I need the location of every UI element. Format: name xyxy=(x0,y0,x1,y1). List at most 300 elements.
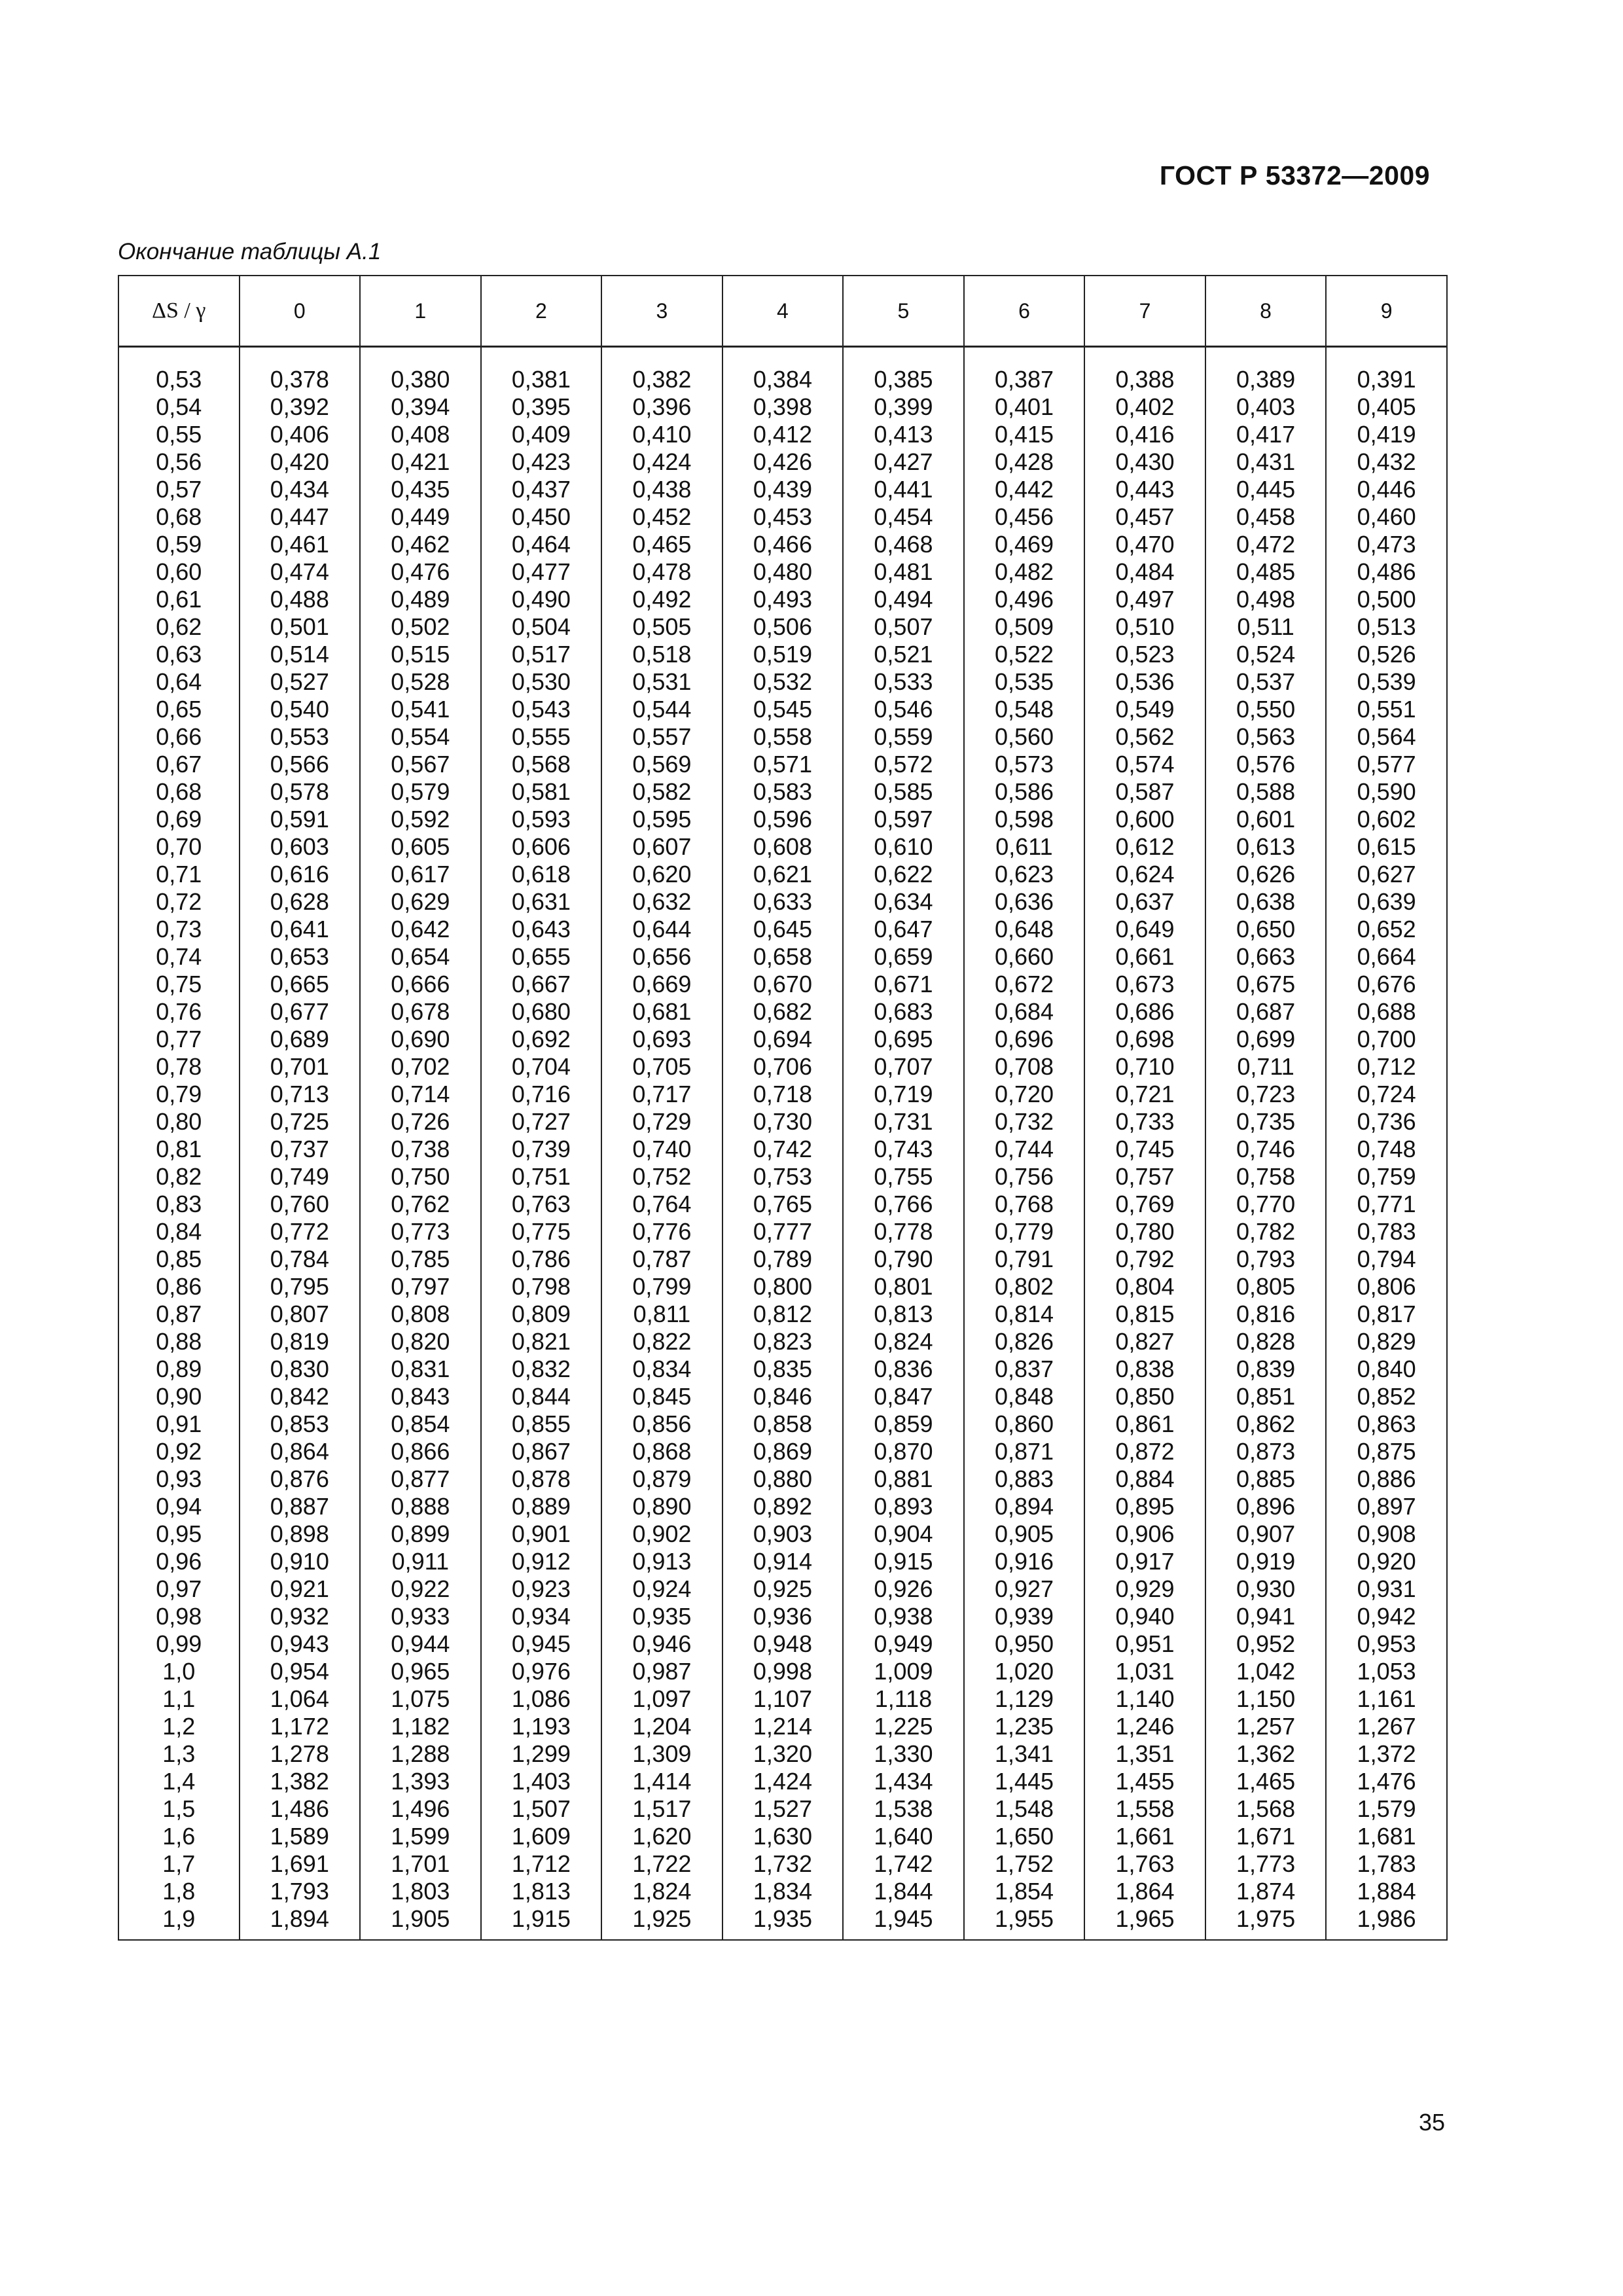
value-cell: 0,723 xyxy=(1205,1081,1327,1108)
value-cell: 0,758 xyxy=(1205,1163,1327,1191)
row-key-cell: 0,60 xyxy=(118,558,240,586)
value-cell: 0,420 xyxy=(240,448,361,476)
value-cell: 0,770 xyxy=(1205,1191,1327,1218)
value-cell: 0,743 xyxy=(843,1136,964,1163)
value-cell: 0,637 xyxy=(1084,888,1205,916)
value-cell: 0,633 xyxy=(722,888,844,916)
value-cell: 0,932 xyxy=(240,1603,361,1630)
value-cell: 0,578 xyxy=(240,778,361,806)
value-cell: 0,563 xyxy=(1205,723,1327,751)
row-key-cell: 1,9 xyxy=(118,1905,240,1940)
value-cell: 0,930 xyxy=(1205,1575,1327,1603)
row-key-cell: 0,99 xyxy=(118,1630,240,1658)
row-key-cell: 1,0 xyxy=(118,1658,240,1685)
value-cell: 1,824 xyxy=(601,1878,722,1905)
value-cell: 1,424 xyxy=(722,1768,844,1795)
value-cell: 0,415 xyxy=(964,421,1085,448)
table-row xyxy=(118,1191,1447,1218)
value-cell: 0,805 xyxy=(1205,1273,1327,1300)
value-cell: 0,581 xyxy=(481,778,602,806)
value-cell: 0,965 xyxy=(360,1658,481,1685)
value-cell: 0,501 xyxy=(240,613,361,641)
value-cell: 0,494 xyxy=(843,586,964,613)
value-cell: 0,843 xyxy=(360,1383,481,1410)
value-cell: 0,921 xyxy=(240,1575,361,1603)
value-cell: 0,751 xyxy=(481,1163,602,1191)
value-cell: 0,736 xyxy=(1326,1108,1447,1136)
value-cell: 0,535 xyxy=(964,668,1085,696)
value-cell: 0,898 xyxy=(240,1520,361,1548)
value-cell: 0,948 xyxy=(722,1630,844,1658)
value-cell: 0,901 xyxy=(481,1520,602,1548)
row-key-cell: 1,6 xyxy=(118,1823,240,1850)
value-cell: 0,875 xyxy=(1326,1438,1447,1465)
value-cell: 0,470 xyxy=(1084,531,1205,558)
row-key-cell: 0,56 xyxy=(118,448,240,476)
value-cell: 0,861 xyxy=(1084,1410,1205,1438)
value-cell: 0,500 xyxy=(1326,586,1447,613)
value-cell: 0,791 xyxy=(964,1246,1085,1273)
row-key-cell: 0,70 xyxy=(118,833,240,861)
row-key-cell: 0,69 xyxy=(118,806,240,833)
table-row xyxy=(118,558,1447,586)
row-key-cell: 0,57 xyxy=(118,476,240,503)
column-header-3: 3 xyxy=(601,276,722,347)
value-cell: 1,975 xyxy=(1205,1905,1327,1940)
value-cell: 1,630 xyxy=(722,1823,844,1850)
row-key-cell: 0,62 xyxy=(118,613,240,641)
value-cell: 0,592 xyxy=(360,806,481,833)
column-header-7: 7 xyxy=(1084,276,1205,347)
value-cell: 1,763 xyxy=(1084,1850,1205,1878)
value-cell: 1,844 xyxy=(843,1878,964,1905)
value-cell: 0,579 xyxy=(360,778,481,806)
value-cell: 1,150 xyxy=(1205,1685,1327,1713)
table-row xyxy=(118,1548,1447,1575)
table-row xyxy=(118,1878,1447,1905)
table-row xyxy=(118,806,1447,833)
value-cell: 0,564 xyxy=(1326,723,1447,751)
value-cell: 0,711 xyxy=(1205,1053,1327,1081)
value-cell: 0,497 xyxy=(1084,586,1205,613)
value-cell: 1,330 xyxy=(843,1740,964,1768)
value-cell: 0,864 xyxy=(240,1438,361,1465)
value-cell: 0,622 xyxy=(843,861,964,888)
value-cell: 0,822 xyxy=(601,1328,722,1355)
value-cell: 0,687 xyxy=(1205,998,1327,1026)
value-cell: 0,686 xyxy=(1084,998,1205,1026)
value-cell: 0,836 xyxy=(843,1355,964,1383)
value-cell: 0,867 xyxy=(481,1438,602,1465)
value-cell: 0,919 xyxy=(1205,1548,1327,1575)
value-cell: 0,394 xyxy=(360,393,481,421)
value-cell: 1,445 xyxy=(964,1768,1085,1795)
value-cell: 0,465 xyxy=(601,531,722,558)
value-cell: 0,441 xyxy=(843,476,964,503)
value-cell: 0,863 xyxy=(1326,1410,1447,1438)
value-cell: 0,517 xyxy=(481,641,602,668)
value-cell: 0,659 xyxy=(843,943,964,971)
table-row xyxy=(118,613,1447,641)
value-cell: 0,808 xyxy=(360,1300,481,1328)
value-cell: 0,645 xyxy=(722,916,844,943)
value-cell: 1,752 xyxy=(964,1850,1085,1878)
value-cell: 1,341 xyxy=(964,1740,1085,1768)
value-cell: 0,772 xyxy=(240,1218,361,1246)
value-cell: 1,257 xyxy=(1205,1713,1327,1740)
value-cell: 0,826 xyxy=(964,1328,1085,1355)
value-cell: 0,442 xyxy=(964,476,1085,503)
row-key-cell: 0,59 xyxy=(118,531,240,558)
table-body xyxy=(118,347,1447,1941)
row-key-cell: 0,54 xyxy=(118,393,240,421)
value-cell: 0,868 xyxy=(601,1438,722,1465)
table-row xyxy=(118,1273,1447,1300)
row-key-cell: 0,71 xyxy=(118,861,240,888)
value-cell: 1,278 xyxy=(240,1740,361,1768)
value-cell: 1,894 xyxy=(240,1905,361,1940)
value-cell: 0,378 xyxy=(240,347,361,394)
table-row xyxy=(118,1850,1447,1878)
row-key-cell: 0,72 xyxy=(118,888,240,916)
row-header-label: ΔS / γ xyxy=(152,298,206,323)
value-cell: 0,639 xyxy=(1326,888,1447,916)
value-cell: 0,790 xyxy=(843,1246,964,1273)
row-key-cell: 1,5 xyxy=(118,1795,240,1823)
value-cell: 0,952 xyxy=(1205,1630,1327,1658)
row-key-cell: 0,76 xyxy=(118,998,240,1026)
value-cell: 0,771 xyxy=(1326,1191,1447,1218)
value-cell: 0,821 xyxy=(481,1328,602,1355)
value-cell: 0,878 xyxy=(481,1465,602,1493)
value-cell: 1,246 xyxy=(1084,1713,1205,1740)
value-cell: 0,402 xyxy=(1084,393,1205,421)
value-cell: 1,235 xyxy=(964,1713,1085,1740)
row-key-cell: 0,68 xyxy=(118,503,240,531)
value-cell: 0,588 xyxy=(1205,778,1327,806)
value-cell: 0,600 xyxy=(1084,806,1205,833)
value-cell: 0,427 xyxy=(843,448,964,476)
column-header-8: 8 xyxy=(1205,276,1327,347)
value-cell: 0,902 xyxy=(601,1520,722,1548)
value-cell: 0,813 xyxy=(843,1300,964,1328)
value-cell: 0,690 xyxy=(360,1026,481,1053)
value-cell: 0,851 xyxy=(1205,1383,1327,1410)
table-row xyxy=(118,1383,1447,1410)
value-cell: 0,596 xyxy=(722,806,844,833)
value-cell: 0,549 xyxy=(1084,696,1205,723)
value-cell: 0,616 xyxy=(240,861,361,888)
value-cell: 0,896 xyxy=(1205,1493,1327,1520)
value-cell: 0,766 xyxy=(843,1191,964,1218)
table-row xyxy=(118,998,1447,1026)
value-cell: 0,558 xyxy=(722,723,844,751)
row-key-cell: 0,92 xyxy=(118,1438,240,1465)
value-cell: 0,757 xyxy=(1084,1163,1205,1191)
row-key-cell: 0,61 xyxy=(118,586,240,613)
row-key-cell: 0,95 xyxy=(118,1520,240,1548)
value-cell: 0,702 xyxy=(360,1053,481,1081)
value-cell: 0,802 xyxy=(964,1273,1085,1300)
value-cell: 1,609 xyxy=(481,1823,602,1850)
value-cell: 0,696 xyxy=(964,1026,1085,1053)
value-cell: 0,607 xyxy=(601,833,722,861)
value-cell: 0,769 xyxy=(1084,1191,1205,1218)
table-row xyxy=(118,888,1447,916)
value-cell: 0,780 xyxy=(1084,1218,1205,1246)
table-row xyxy=(118,1823,1447,1850)
row-key-cell: 0,83 xyxy=(118,1191,240,1218)
value-cell: 0,870 xyxy=(843,1438,964,1465)
value-cell: 0,568 xyxy=(481,751,602,778)
value-cell: 0,597 xyxy=(843,806,964,833)
value-cell: 0,905 xyxy=(964,1520,1085,1548)
value-cell: 0,655 xyxy=(481,943,602,971)
value-cell: 0,642 xyxy=(360,916,481,943)
value-cell: 1,362 xyxy=(1205,1740,1327,1768)
column-header-4: 4 xyxy=(722,276,844,347)
value-cell: 0,775 xyxy=(481,1218,602,1246)
value-cell: 0,421 xyxy=(360,448,481,476)
value-cell: 0,854 xyxy=(360,1410,481,1438)
value-cell: 0,643 xyxy=(481,916,602,943)
value-cell: 1,075 xyxy=(360,1685,481,1713)
value-cell: 1,640 xyxy=(843,1823,964,1850)
value-cell: 0,873 xyxy=(1205,1438,1327,1465)
value-cell: 1,382 xyxy=(240,1768,361,1795)
value-cell: 0,726 xyxy=(360,1108,481,1136)
row-key-cell: 0,66 xyxy=(118,723,240,751)
value-cell: 0,689 xyxy=(240,1026,361,1053)
table-row xyxy=(118,1438,1447,1465)
value-cell: 0,777 xyxy=(722,1218,844,1246)
value-cell: 0,927 xyxy=(964,1575,1085,1603)
column-header-5: 5 xyxy=(843,276,964,347)
value-cell: 1,267 xyxy=(1326,1713,1447,1740)
value-cell: 1,650 xyxy=(964,1823,1085,1850)
table-row xyxy=(118,1603,1447,1630)
value-cell: 0,784 xyxy=(240,1246,361,1273)
value-cell: 0,610 xyxy=(843,833,964,861)
column-header-6: 6 xyxy=(964,276,1085,347)
value-cell: 1,965 xyxy=(1084,1905,1205,1940)
value-cell: 0,807 xyxy=(240,1300,361,1328)
value-cell: 1,834 xyxy=(722,1878,844,1905)
value-cell: 0,860 xyxy=(964,1410,1085,1438)
value-cell: 0,889 xyxy=(481,1493,602,1520)
value-cell: 0,515 xyxy=(360,641,481,668)
value-cell: 0,773 xyxy=(360,1218,481,1246)
value-cell: 0,837 xyxy=(964,1355,1085,1383)
table-row xyxy=(118,503,1447,531)
value-cell: 0,620 xyxy=(601,861,722,888)
row-key-cell: 0,73 xyxy=(118,916,240,943)
value-cell: 1,053 xyxy=(1326,1658,1447,1685)
value-cell: 0,682 xyxy=(722,998,844,1026)
value-cell: 0,945 xyxy=(481,1630,602,1658)
value-cell: 0,798 xyxy=(481,1273,602,1300)
value-cell: 1,864 xyxy=(1084,1878,1205,1905)
value-cell: 0,815 xyxy=(1084,1300,1205,1328)
value-cell: 1,118 xyxy=(843,1685,964,1713)
value-cell: 0,763 xyxy=(481,1191,602,1218)
value-cell: 0,482 xyxy=(964,558,1085,586)
value-cell: 0,944 xyxy=(360,1630,481,1658)
value-cell: 0,852 xyxy=(1326,1383,1447,1410)
value-cell: 0,489 xyxy=(360,586,481,613)
value-cell: 0,447 xyxy=(240,503,361,531)
value-cell: 0,892 xyxy=(722,1493,844,1520)
value-cell: 0,496 xyxy=(964,586,1085,613)
value-cell: 0,598 xyxy=(964,806,1085,833)
value-cell: 0,675 xyxy=(1205,971,1327,998)
value-cell: 0,656 xyxy=(601,943,722,971)
value-cell: 0,445 xyxy=(1205,476,1327,503)
value-cell: 0,835 xyxy=(722,1355,844,1383)
value-cell: 0,621 xyxy=(722,861,844,888)
value-cell: 0,795 xyxy=(240,1273,361,1300)
value-cell: 1,182 xyxy=(360,1713,481,1740)
value-cell: 0,976 xyxy=(481,1658,602,1685)
value-cell: 0,887 xyxy=(240,1493,361,1520)
value-cell: 0,681 xyxy=(601,998,722,1026)
value-cell: 0,680 xyxy=(481,998,602,1026)
value-cell: 0,850 xyxy=(1084,1383,1205,1410)
value-cell: 0,540 xyxy=(240,696,361,723)
value-cell: 1,538 xyxy=(843,1795,964,1823)
value-cell: 0,943 xyxy=(240,1630,361,1658)
value-cell: 0,453 xyxy=(722,503,844,531)
value-cell: 0,424 xyxy=(601,448,722,476)
value-cell: 0,838 xyxy=(1084,1355,1205,1383)
value-cell: 0,595 xyxy=(601,806,722,833)
value-cell: 0,502 xyxy=(360,613,481,641)
row-key-cell: 1,1 xyxy=(118,1685,240,1713)
row-key-cell: 0,85 xyxy=(118,1246,240,1273)
value-cell: 0,477 xyxy=(481,558,602,586)
value-cell: 1,681 xyxy=(1326,1823,1447,1850)
value-cell: 0,667 xyxy=(481,971,602,998)
table-row xyxy=(118,1795,1447,1823)
row-key-cell: 0,96 xyxy=(118,1548,240,1575)
value-cell: 0,626 xyxy=(1205,861,1327,888)
value-cell: 1,874 xyxy=(1205,1878,1327,1905)
value-cell: 0,606 xyxy=(481,833,602,861)
value-cell: 0,827 xyxy=(1084,1328,1205,1355)
value-cell: 0,904 xyxy=(843,1520,964,1548)
value-cell: 1,986 xyxy=(1326,1905,1447,1940)
row-key-cell: 0,74 xyxy=(118,943,240,971)
value-cell: 0,539 xyxy=(1326,668,1447,696)
value-cell: 0,894 xyxy=(964,1493,1085,1520)
row-key-cell: 0,94 xyxy=(118,1493,240,1520)
value-cell: 0,615 xyxy=(1326,833,1447,861)
value-cell: 1,905 xyxy=(360,1905,481,1940)
value-cell: 0,629 xyxy=(360,888,481,916)
value-cell: 0,824 xyxy=(843,1328,964,1355)
value-cell: 0,745 xyxy=(1084,1136,1205,1163)
value-cell: 0,787 xyxy=(601,1246,722,1273)
table-row xyxy=(118,1465,1447,1493)
table-row xyxy=(118,393,1447,421)
value-cell: 0,484 xyxy=(1084,558,1205,586)
value-cell: 1,783 xyxy=(1326,1850,1447,1878)
value-cell: 1,393 xyxy=(360,1768,481,1795)
value-cell: 0,403 xyxy=(1205,393,1327,421)
table-row xyxy=(118,421,1447,448)
value-cell: 1,589 xyxy=(240,1823,361,1850)
row-header-cell xyxy=(118,276,240,347)
value-cell: 0,926 xyxy=(843,1575,964,1603)
value-cell: 0,591 xyxy=(240,806,361,833)
table-row xyxy=(118,1328,1447,1355)
value-cell: 0,446 xyxy=(1326,476,1447,503)
value-cell: 0,906 xyxy=(1084,1520,1205,1548)
value-cell: 0,571 xyxy=(722,751,844,778)
value-cell: 0,717 xyxy=(601,1081,722,1108)
value-cell: 0,528 xyxy=(360,668,481,696)
value-cell: 0,893 xyxy=(843,1493,964,1520)
value-cell: 0,828 xyxy=(1205,1328,1327,1355)
value-cell: 0,716 xyxy=(481,1081,602,1108)
value-cell: 0,513 xyxy=(1326,613,1447,641)
value-cell: 0,724 xyxy=(1326,1081,1447,1108)
table-row xyxy=(118,1713,1447,1740)
value-cell: 0,886 xyxy=(1326,1465,1447,1493)
table-row xyxy=(118,476,1447,503)
table-row xyxy=(118,586,1447,613)
value-cell: 0,924 xyxy=(601,1575,722,1603)
value-cell: 1,691 xyxy=(240,1850,361,1878)
value-cell: 0,664 xyxy=(1326,943,1447,971)
row-key-cell: 0,97 xyxy=(118,1575,240,1603)
value-cell: 0,582 xyxy=(601,778,722,806)
value-cell: 0,707 xyxy=(843,1053,964,1081)
value-cell: 0,776 xyxy=(601,1218,722,1246)
value-cell: 0,765 xyxy=(722,1191,844,1218)
row-key-cell: 0,86 xyxy=(118,1273,240,1300)
value-cell: 0,913 xyxy=(601,1548,722,1575)
value-cell: 0,719 xyxy=(843,1081,964,1108)
value-cell: 0,935 xyxy=(601,1603,722,1630)
value-cell: 0,820 xyxy=(360,1328,481,1355)
value-cell: 0,560 xyxy=(964,723,1085,751)
value-cell: 0,705 xyxy=(601,1053,722,1081)
column-header-2: 2 xyxy=(481,276,602,347)
value-cell: 0,749 xyxy=(240,1163,361,1191)
value-cell: 1,803 xyxy=(360,1878,481,1905)
value-cell: 0,840 xyxy=(1326,1355,1447,1383)
value-cell: 0,748 xyxy=(1326,1136,1447,1163)
value-cell: 0,399 xyxy=(843,393,964,421)
value-cell: 0,485 xyxy=(1205,558,1327,586)
value-cell: 0,398 xyxy=(722,393,844,421)
value-cell: 0,793 xyxy=(1205,1246,1327,1273)
value-cell: 0,884 xyxy=(1084,1465,1205,1493)
value-cell: 0,839 xyxy=(1205,1355,1327,1383)
value-cell: 0,778 xyxy=(843,1218,964,1246)
row-key-cell: 0,91 xyxy=(118,1410,240,1438)
value-cell: 0,544 xyxy=(601,696,722,723)
value-cell: 0,727 xyxy=(481,1108,602,1136)
value-cell: 1,372 xyxy=(1326,1740,1447,1768)
value-cell: 0,533 xyxy=(843,668,964,696)
value-cell: 0,880 xyxy=(722,1465,844,1493)
table-row xyxy=(118,1081,1447,1108)
value-cell: 0,396 xyxy=(601,393,722,421)
value-cell: 1,320 xyxy=(722,1740,844,1768)
value-cell: 0,744 xyxy=(964,1136,1085,1163)
